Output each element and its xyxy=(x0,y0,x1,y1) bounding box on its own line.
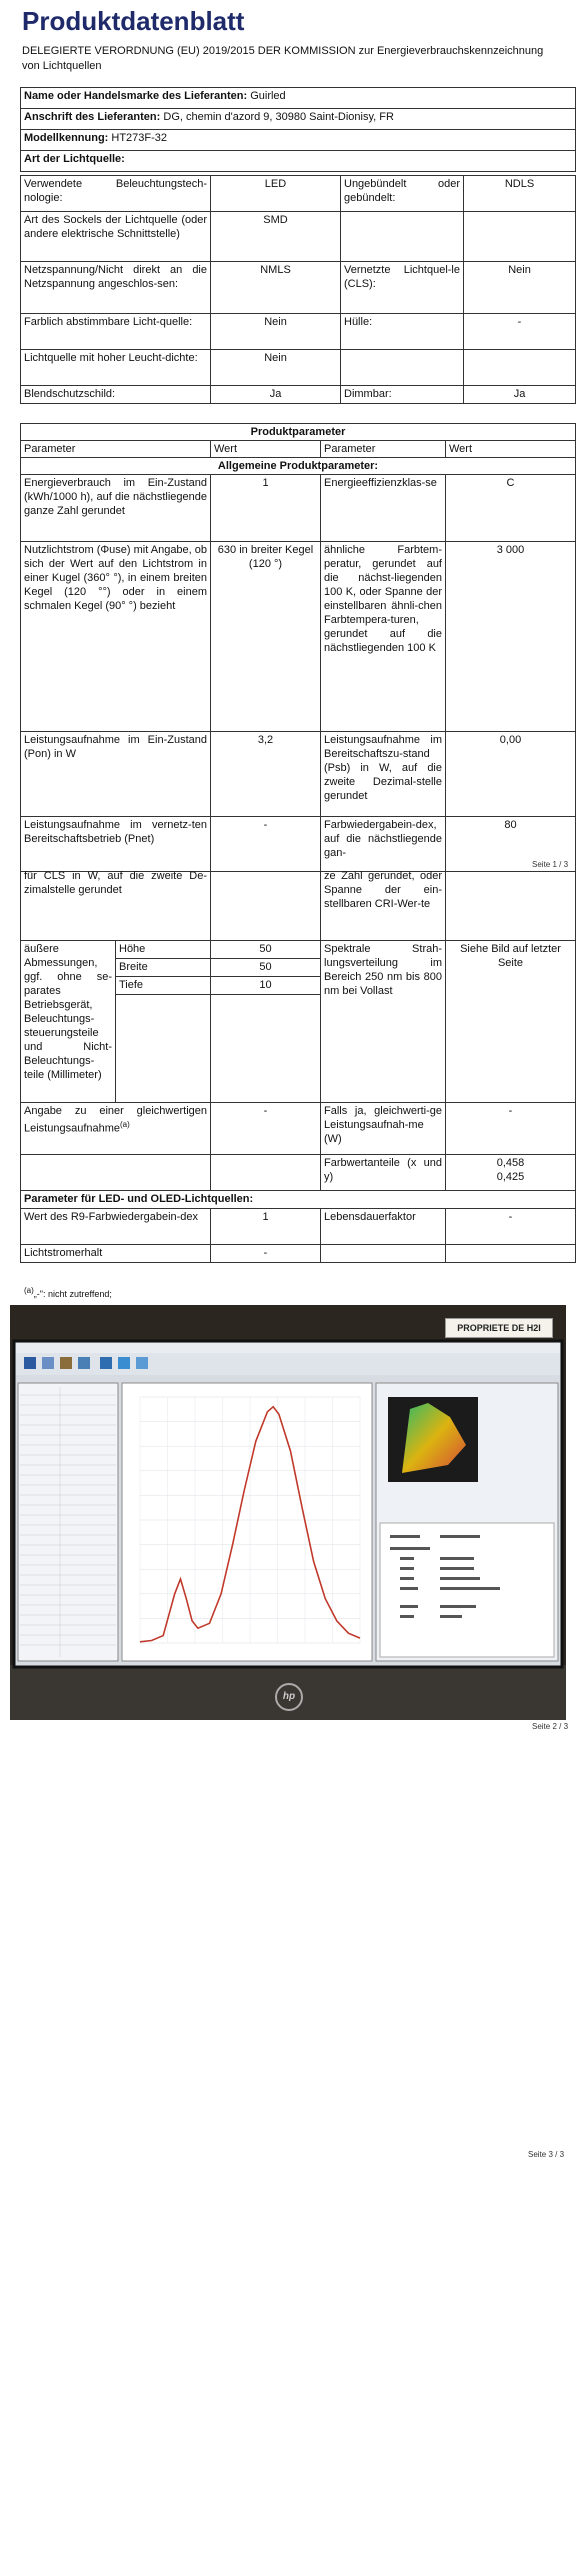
dimension-name: Tiefe xyxy=(116,976,211,994)
supplier-address-row xyxy=(21,109,576,130)
type-cell: Nein xyxy=(464,262,576,314)
value-cell: C xyxy=(446,475,576,542)
type-cell: Netzspannung/Nicht direkt an die Netzspannung angeschlos-sen: xyxy=(21,262,211,314)
type-cell xyxy=(341,212,464,262)
equiv-right-value: - xyxy=(446,1102,576,1154)
page-number: Seite 2 / 3 xyxy=(532,1722,569,1731)
product-params-table xyxy=(20,423,576,872)
value-cell: 80 xyxy=(446,817,576,872)
param-cell: Farbwiedergabein-dex, auf die nächstliegende gan- xyxy=(321,817,446,872)
empty-cell xyxy=(321,1244,446,1262)
type-cell: NMLS xyxy=(211,262,341,314)
chroma-label: Farbwertanteile (x und y) xyxy=(321,1154,446,1190)
dimensions-label: äußere Abmessungen, ggf. ohne se-parates Betriebsgerät, Beleuchtungs-steuerungsteile und Nicht-Beleuchtungs-teile (Millimeter) xyxy=(21,940,116,1102)
supplier-address-label: Anschrift des Lieferanten: xyxy=(24,111,161,123)
type-cell: SMD xyxy=(211,212,341,262)
page-number: Seite 1 / 3 xyxy=(532,860,569,869)
page-number: Seite 3 / 3 xyxy=(528,2150,565,2159)
value-cell xyxy=(211,868,321,940)
footnote-ref: (a) xyxy=(120,1119,130,1129)
supplier-name-row xyxy=(21,88,576,109)
lightsource-type-header: Art der Lichtquelle: xyxy=(21,151,576,172)
dimension-value: 10 xyxy=(211,976,321,994)
type-cell: - xyxy=(464,314,576,350)
value-cell: 3,2 xyxy=(211,732,321,817)
r9-value: 1 xyxy=(211,1208,321,1244)
maint-label: Lichtstromerhalt xyxy=(21,1244,211,1262)
led-params-header: Parameter für LED- und OLED-Lichtquellen: xyxy=(21,1190,576,1208)
chroma-values xyxy=(446,1154,576,1190)
param-cell: Energieeffizienzklas-se xyxy=(321,475,446,542)
chroma-y: 0,425 xyxy=(496,1170,525,1183)
type-cell: Vernetzte Lichtquel-le (CLS): xyxy=(341,262,464,314)
type-cell: Blendschutzschild: xyxy=(21,386,211,404)
type-cell xyxy=(341,350,464,386)
supplier-address-value: DG, chemin d'azord 9, 30980 Saint-Dionisy, FR xyxy=(163,111,394,123)
product-params-header: Produktparameter xyxy=(21,424,576,441)
model-row xyxy=(21,130,576,151)
dimension-value xyxy=(211,994,321,1102)
param-cell: Energieverbrauch im Ein-Zustand (kWh/1000 h), auf die nächstliegende ganze Zahl gerundet xyxy=(21,475,211,542)
type-cell: Ungebündelt oder gebündelt: xyxy=(341,176,464,212)
col-header-param: Parameter xyxy=(321,441,446,458)
empty-cell xyxy=(211,1154,321,1190)
type-cell: Dimmbar: xyxy=(341,386,464,404)
type-cell: Lichtquelle mit hoher Leucht-dichte: xyxy=(21,350,211,386)
equiv-label-text: Angabe zu einer gleichwertigen Leistungsaufnahme xyxy=(24,1104,208,1135)
page-title: Produktdatenblatt xyxy=(22,6,245,36)
type-cell: NDLS xyxy=(464,176,576,212)
dimension-name: Breite xyxy=(116,958,211,976)
dimension-name: Höhe xyxy=(116,940,211,958)
lifetime-label: Lebensdauerfaktor xyxy=(321,1208,446,1244)
param-cell: Nutzlichtstrom (Φuse) mit Angabe, ob sich der Wert auf den Lichtstrom in einer Kugel (360° °), in einem breiten Kegel (120 °°) oder in einem schmalen Kegel (90° °) bezieht xyxy=(21,542,211,732)
value-cell xyxy=(446,868,576,940)
type-cell: LED xyxy=(211,176,341,212)
lifetime-value: - xyxy=(446,1208,576,1244)
col-header-value: Wert xyxy=(211,441,321,458)
param-cell: ähnliche Farbtem-peratur, gerundet auf die nächst-liegenden 100 K, oder Spanne der einstellbaren ähnli-chen Farbtempera-turen, gerundet auf die nächstliegenden 100 K xyxy=(321,542,446,732)
value-cell: 3 000 xyxy=(446,542,576,732)
param-cell: Leistungsaufnahme im Ein-Zustand (Pon) in W xyxy=(21,732,211,817)
page-1 xyxy=(0,0,588,900)
type-cell: Nein xyxy=(211,350,341,386)
product-params-table-cont xyxy=(20,868,576,1263)
toolbar-icons xyxy=(24,1357,148,1369)
type-cell: Nein xyxy=(211,314,341,350)
dimension-value: 50 xyxy=(211,958,321,976)
lightsource-type-table xyxy=(20,175,576,404)
footnote-text: „-": nicht zutreffend; xyxy=(33,1289,112,1299)
type-cell: Ja xyxy=(211,386,341,404)
type-cell: Verwendete Beleuchtungstech-nologie: xyxy=(21,176,211,212)
param-cell: für CLS in W, auf die zweite De-zimalstelle gerundet xyxy=(21,868,211,940)
spectrum-measurement-photo xyxy=(10,1305,566,1720)
empty-cell xyxy=(21,1154,211,1190)
param-cell: Leistungsaufnahme im vernetz-ten Bereitschaftsbetrieb (Pnet) xyxy=(21,817,211,872)
supplier-table xyxy=(20,87,576,172)
value-cell: 630 in breiter Kegel (120 °) xyxy=(211,542,321,732)
hp-logo: hp xyxy=(275,1683,303,1711)
value-cell: - xyxy=(211,817,321,872)
chroma-x: 0,458 xyxy=(496,1156,525,1169)
value-cell: 0,00 xyxy=(446,732,576,817)
param-cell: ze Zahl gerundet, oder Spanne der ein-stellbaren CRI-Wer-te xyxy=(321,868,446,940)
equiv-value: - xyxy=(211,1102,321,1154)
spectral-label: Spektrale Strah-lungsverteilung im Bereich 250 nm bis 800 nm bei Vollast xyxy=(321,940,446,1102)
equiv-right-label: Falls ja, gleichwerti-ge Leistungsaufnah-me (W) xyxy=(321,1102,446,1154)
supplier-name-value: Guirled xyxy=(250,90,286,102)
dimension-value: 50 xyxy=(211,940,321,958)
col-header-value: Wert xyxy=(446,441,576,458)
r9-label: Wert des R9-Farbwiedergabein-dex xyxy=(21,1208,211,1244)
maint-value: - xyxy=(211,1244,321,1262)
type-cell: Art des Sockels der Lichtquelle (oder andere elektrische Schnittstelle) xyxy=(21,212,211,262)
type-cell: Farblich abstimmbare Licht-quelle: xyxy=(21,314,211,350)
param-cell: Leistungsaufnahme im Bereitschaftszu-stand (Psb) in W, auf die zweite Dezimal-stelle gerundet xyxy=(321,732,446,817)
type-cell: Hülle: xyxy=(341,314,464,350)
footnote-mark: (a) xyxy=(24,1286,34,1295)
property-sticker: PROPRIETE DE H2I xyxy=(445,1318,553,1338)
general-params-header: Allgemeine Produktparameter: xyxy=(21,458,576,475)
type-cell xyxy=(464,350,576,386)
supplier-name-label: Name oder Handelsmarke des Lieferanten: xyxy=(24,90,248,102)
equiv-label xyxy=(21,1102,211,1154)
model-label: Modellkennung: xyxy=(24,132,109,144)
type-cell xyxy=(464,212,576,262)
footnote xyxy=(24,1286,112,1299)
value-cell: 1 xyxy=(211,475,321,542)
spectral-value: Siehe Bild auf letzter Seite xyxy=(446,940,576,1102)
type-cell: Ja xyxy=(464,386,576,404)
col-header-param: Parameter xyxy=(21,441,211,458)
dimension-name xyxy=(116,994,211,1102)
model-value: HT273F-32 xyxy=(111,132,168,144)
regulation-intro: DELEGIERTE VERORDNUNG (EU) 2019/2015 DER KOMMISSION zur Energieverbrauchskennzeichnung von Lichtquellen xyxy=(22,45,544,72)
empty-cell xyxy=(446,1244,576,1262)
photo-drawing xyxy=(10,1305,566,1720)
